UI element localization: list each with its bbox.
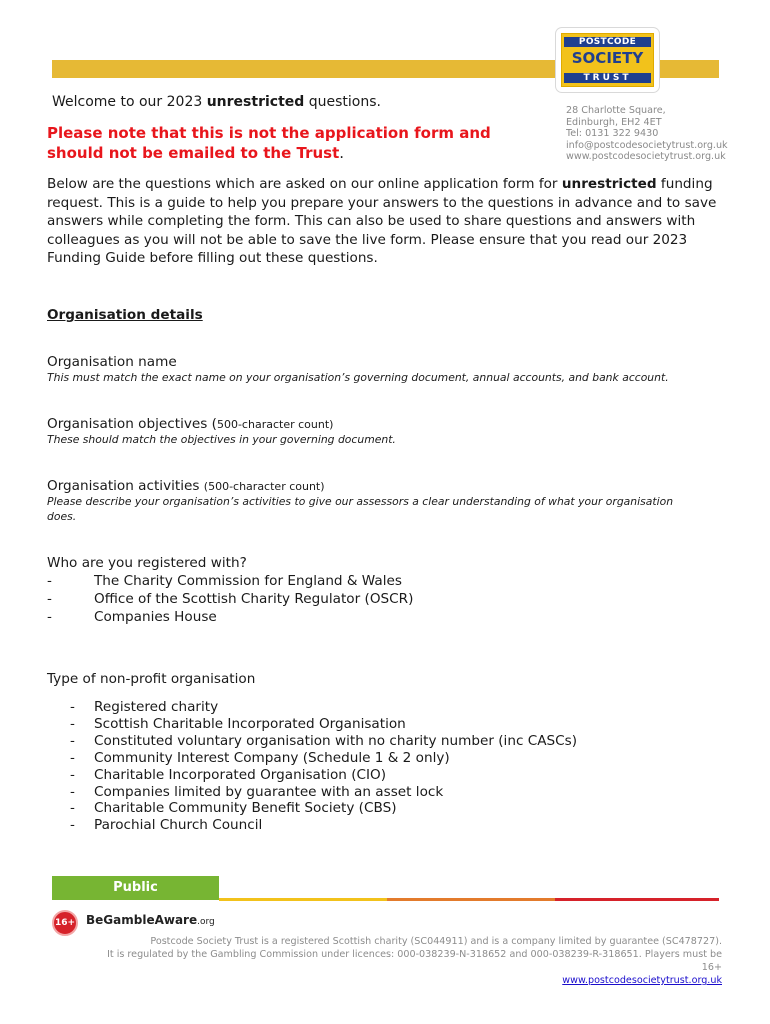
list-item: - Charitable Incorporated Organisation (CIO) bbox=[70, 766, 387, 783]
list-item-text: Registered charity bbox=[94, 699, 219, 715]
question-org-objectives bbox=[47, 416, 737, 447]
notice-text: Please note that this is not the application form and should not be emailed to the Trust bbox=[47, 124, 491, 162]
address-website[interactable]: www.postcodesocietytrust.org.uk bbox=[566, 151, 726, 162]
address-email[interactable]: info@postcodesocietytrust.org.uk bbox=[566, 139, 728, 151]
character-count: 500-character count) bbox=[216, 418, 334, 431]
nonprofit-type-label: Type of non-profit organisation bbox=[47, 671, 256, 687]
list-item: - Office of the Scottish Charity Regulator (OSCR) bbox=[47, 591, 414, 607]
footer-line-orange bbox=[387, 898, 555, 901]
nonprofit-type-list bbox=[47, 699, 737, 834]
welcome-line bbox=[52, 94, 381, 110]
legal-line-1: Postcode Society Trust is a registered Scottish charity (SC044911) and is a company limited by guarantee (SC478727). bbox=[150, 936, 722, 947]
address-block bbox=[566, 105, 736, 171]
list-item-text: Companies House bbox=[94, 609, 217, 625]
logo-line-1: POSTCODE bbox=[564, 37, 651, 47]
question-org-name bbox=[47, 354, 737, 385]
list-item-text: Parochial Church Council bbox=[94, 817, 263, 834]
notice-end: . bbox=[339, 144, 345, 162]
list-item: - Community Interest Company (Schedule 1 & 2 only) bbox=[70, 749, 450, 766]
list-item-text: Scottish Charitable Incorporated Organisation bbox=[94, 715, 406, 732]
question-hint: Please describe your organisation’s activities to give our assessors a clear understanding of what your organisation does. bbox=[47, 495, 674, 523]
gamble-aware-text: BeGambleAware bbox=[86, 913, 198, 927]
question-hint: This must match the exact name on your organisation’s governing document, annual accounts, and bank account. bbox=[47, 371, 669, 384]
notice-warning bbox=[47, 123, 547, 163]
legal-line-2: It is regulated by the Gambling Commission under licences: 000-038239-N-318652 and 000-038239-R-318651. Players must be bbox=[107, 949, 722, 960]
question-org-activities bbox=[47, 478, 687, 524]
registered-with-block bbox=[47, 554, 737, 626]
question-label-text: Organisation activities bbox=[47, 478, 204, 494]
logo-line-2: SOCIETY bbox=[571, 49, 644, 67]
question-label: Organisation name bbox=[47, 354, 177, 370]
address-street: 28 Charlotte Square, bbox=[566, 105, 666, 116]
question-label bbox=[47, 416, 737, 432]
logo-line-3: TRUST bbox=[564, 73, 651, 83]
postcode-society-trust-logo bbox=[556, 28, 659, 92]
intro-bold: unrestricted bbox=[561, 176, 657, 192]
list-item: - The Charity Commission for England & Wales bbox=[47, 573, 402, 589]
character-count: (500-character count) bbox=[203, 480, 325, 493]
public-classification-label: Public bbox=[113, 880, 158, 895]
list-item-text: The Charity Commission for England & Wales bbox=[94, 573, 402, 589]
footer-line-red bbox=[555, 898, 719, 901]
section-title: Organisation details bbox=[47, 307, 203, 323]
list-item: - Constituted voluntary organisation with no charity number (inc CASCs) bbox=[70, 732, 578, 749]
list-item-text: Charitable Incorporated Organisation (CIO) bbox=[94, 766, 387, 783]
list-item-text: Companies limited by guarantee with an asset lock bbox=[94, 783, 444, 800]
list-item: - Companies limited by guarantee with an asset lock bbox=[70, 783, 444, 800]
footer-line-yellow bbox=[219, 898, 387, 901]
question-label-text: Organisation objectives ( bbox=[47, 416, 217, 432]
intro-paragraph bbox=[47, 175, 727, 268]
begambleaware-logo[interactable] bbox=[86, 913, 215, 927]
question-label: Who are you registered with? bbox=[47, 555, 247, 571]
intro-pre: Below are the questions which are asked on our online application form for bbox=[47, 176, 562, 192]
address-city: Edinburgh, EH2 4ET bbox=[566, 116, 662, 128]
question-hint: These should match the objectives in your governing document. bbox=[47, 433, 396, 446]
list-item: - Scottish Charitable Incorporated Organisation bbox=[70, 715, 406, 732]
list-item-text: Charitable Community Benefit Society (CBS) bbox=[94, 800, 397, 817]
list-item: - Parochial Church Council bbox=[70, 817, 263, 834]
welcome-bold: unrestricted bbox=[206, 94, 305, 110]
list-item-text: Constituted voluntary organisation with no charity number (inc CASCs) bbox=[94, 732, 578, 749]
gamble-aware-org: .org bbox=[197, 917, 215, 927]
list-item-text: Office of the Scottish Charity Regulator (OSCR) bbox=[94, 591, 414, 607]
welcome-pre: Welcome to our 2023 bbox=[52, 94, 207, 110]
welcome-post: questions. bbox=[304, 94, 381, 110]
list-item: - Charitable Community Benefit Society (CBS) bbox=[70, 800, 397, 817]
intro-post: funding request. This is a guide to help you prepare your answers to the questions in advance and to save answers while completing the form. This can also be used to share questions and answers with colleagues as you will not be able to save the live form. Please ensure that you read our 2023 Funding Guide before filling out these questions. bbox=[47, 176, 717, 266]
age-16-plus-icon: 16+ bbox=[52, 910, 78, 936]
address-phone: Tel: 0131 322 9430 bbox=[566, 128, 659, 139]
list-item: - Registered charity bbox=[70, 699, 219, 715]
list-item-text: Community Interest Company (Schedule 1 & 2 only) bbox=[94, 749, 450, 766]
list-item: - Companies House bbox=[47, 609, 217, 625]
question-label bbox=[47, 478, 687, 494]
legal-line-3: 16+ bbox=[701, 962, 722, 973]
website-link[interactable]: www.postcodesocietytrust.org.uk bbox=[562, 975, 722, 986]
